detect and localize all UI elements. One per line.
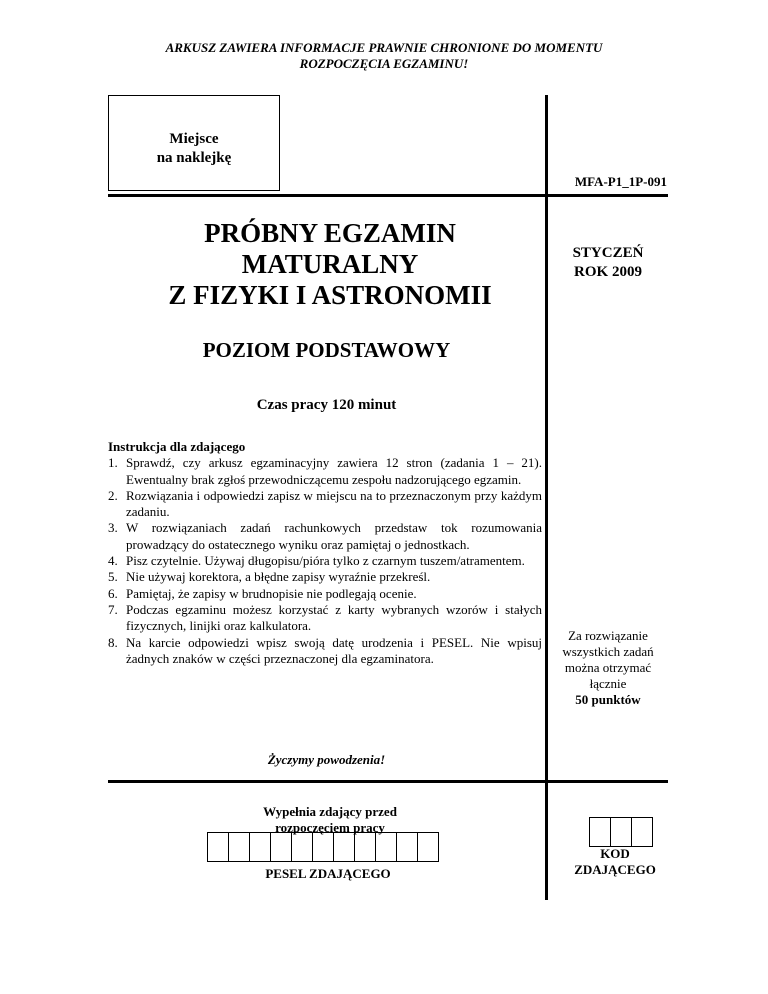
title-line-2: MATURALNY — [241, 249, 419, 279]
instruction-text: Rozwiązania i odpowiedzi zapisz w miejscu na to przeznaczonym przy każdym zadaniu. — [126, 487, 542, 520]
warning-line-1: ARKUSZ ZAWIERA INFORMACJE PRAWNIE CHRONIONE DO MOMENTU — [165, 40, 603, 55]
pesel-digit-box[interactable] — [354, 832, 376, 862]
pesel-digit-box[interactable] — [312, 832, 334, 862]
sticker-label — [108, 130, 280, 168]
points-line-2: wszystkich zadań — [562, 644, 654, 659]
instruction-item — [108, 569, 542, 585]
instruction-number: 3. — [108, 520, 118, 536]
pesel-digit-box[interactable] — [396, 832, 418, 862]
instructions-title: Instrukcja dla zdającego — [108, 439, 246, 454]
instruction-number: 1. — [108, 455, 118, 471]
instruction-item — [108, 488, 542, 521]
instruction-item — [108, 602, 542, 635]
kod-digit-box[interactable] — [589, 817, 611, 847]
instruction-text: Pisz czytelnie. Używaj długopisu/pióra tylko z czarnym tuszem/atramentem. — [126, 553, 525, 569]
pesel-digit-box[interactable] — [270, 832, 292, 862]
instructions-list — [108, 455, 542, 667]
exam-level: POZIOM PODSTAWOWY — [202, 338, 451, 362]
instruction-item — [108, 520, 542, 553]
instruction-number: 7. — [108, 601, 118, 617]
exam-time: Czas pracy 120 minut — [256, 397, 397, 413]
pesel-digit-box[interactable] — [417, 832, 439, 862]
exam-code: MFA-P1_1P-091 — [574, 174, 667, 189]
exam-month: STYCZEŃ — [572, 245, 644, 261]
instruction-text: Podczas egzaminu możesz korzystać z karty wybranych wzorów i stałych fizycznych, linijki oraz kalkulatora. — [126, 601, 542, 634]
instruction-item — [108, 553, 542, 569]
pesel-input[interactable] — [208, 832, 439, 862]
kod-input[interactable] — [590, 817, 653, 847]
title-line-3: Z FIZYKI I ASTRONOMII — [168, 280, 492, 310]
instruction-text: Na karcie odpowiedzi wpisz swoją datę urodzenia i PESEL. Nie wpisuj żadnych znaków w części przeznaczonej dla egzaminatora. — [126, 634, 542, 666]
pesel-digit-box[interactable] — [228, 832, 250, 862]
horizontal-divider-bottom — [108, 780, 668, 783]
points-line-4: łącznie — [589, 676, 627, 691]
horizontal-divider-top — [108, 194, 668, 197]
instruction-number: 8. — [108, 634, 118, 650]
instruction-text: W rozwiązaniach zadań rachunkowych przedstaw tok rozumowania prowadzący do ostatecznego wyniku oraz pamiętaj o jednostkach. — [126, 520, 542, 552]
instruction-text: Pamiętaj, że zapisy w brudnopisie nie podlegają ocenie. — [126, 585, 417, 601]
exam-warning — [100, 40, 668, 72]
sticker-line-2: na naklejkę — [156, 150, 232, 166]
kod-label-line-2: ZDAJĄCEGO — [574, 862, 656, 877]
exam-date — [548, 244, 668, 282]
instruction-number: 4. — [108, 553, 118, 569]
points-total: 50 punktów — [575, 692, 641, 707]
title-line-1: PRÓBNY EGZAMIN — [204, 218, 456, 248]
pesel-label: PESEL ZDAJĄCEGO — [265, 866, 391, 881]
kod-label-line-1: KOD — [600, 846, 630, 861]
kod-digit-box[interactable] — [631, 817, 653, 847]
exam-title — [120, 218, 540, 311]
instruction-item — [108, 635, 542, 668]
points-line-3: można otrzymać — [564, 660, 652, 675]
pesel-digit-box[interactable] — [375, 832, 397, 862]
instruction-number: 5. — [108, 569, 118, 585]
instruction-item — [108, 455, 542, 488]
closing-wish: Życzymy powodzenia! — [267, 752, 386, 767]
kod-digit-box[interactable] — [610, 817, 632, 847]
instruction-text: Nie używaj korektora, a błędne zapisy wyraźnie przekreśl. — [126, 569, 431, 585]
fill-note-line-2: rozpoczęciem pracy — [275, 820, 385, 835]
pesel-digit-box[interactable] — [291, 832, 313, 862]
pesel-digit-box[interactable] — [249, 832, 271, 862]
instruction-number: 2. — [108, 487, 118, 503]
sticker-line-1: Miejsce — [169, 131, 219, 147]
exam-year: ROK 2009 — [574, 264, 642, 280]
pesel-digit-box[interactable] — [333, 832, 355, 862]
instruction-item — [108, 586, 542, 602]
points-info — [548, 628, 668, 708]
points-line-1: Za rozwiązanie — [568, 628, 648, 643]
instruction-number: 6. — [108, 585, 118, 601]
warning-line-2: ROZPOCZĘCIA EGZAMINU! — [299, 56, 469, 71]
fill-note-line-1: Wypełnia zdający przed — [263, 804, 397, 819]
instructions — [108, 439, 542, 667]
kod-label — [555, 846, 675, 878]
instruction-text: Sprawdź, czy arkusz egzaminacyjny zawiera 12 stron (zadania 1 – 21). Ewentualny brak zgłoś przewodniczącemu zespołu nadzorującego egzamin. — [126, 455, 542, 487]
pesel-digit-box[interactable] — [207, 832, 229, 862]
